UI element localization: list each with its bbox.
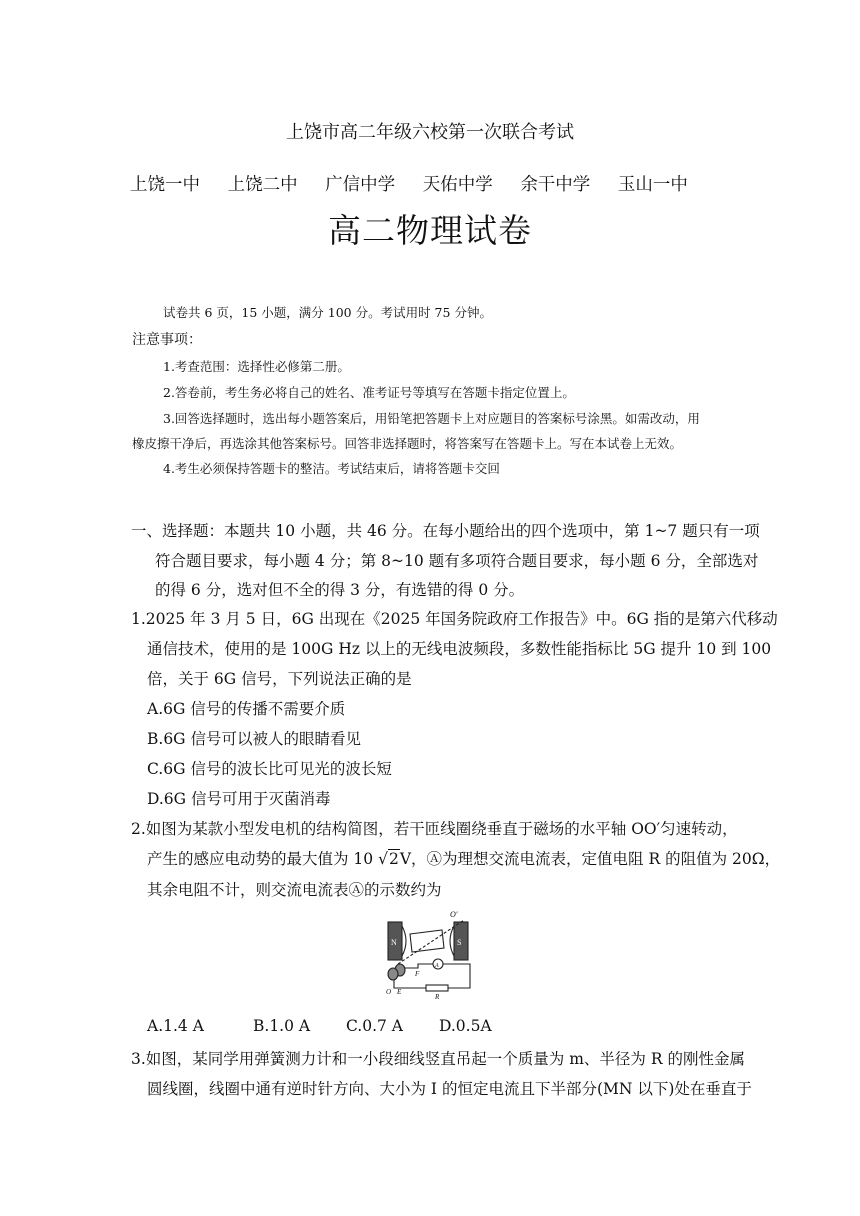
notice-item: 1.考查范围：选择性必修第二册。 — [163, 359, 350, 374]
notice-heading: 注意事项： — [132, 332, 202, 348]
label-s: S — [457, 938, 462, 947]
question-text: 3.如图，某同学用弹簧测力计和一小段细线竖直吊起一个质量为 m、半径为 R 的刚性金属 — [131, 1050, 745, 1068]
label-e: E — [397, 988, 402, 996]
school-name: 上饶二中 — [227, 175, 298, 195]
question-text: 1.2025 年 3 月 5 日，6G 出现在《2025 年国务院政府工作报告》中。6G 指的是第六代移动 — [131, 610, 778, 628]
option-a: A.1.4 A — [147, 1017, 204, 1035]
label-r: R — [435, 993, 440, 1000]
question-text: 圆线圈，线圈中通有逆时针方向、大小为 I 的恒定电流且下半部分(MN 以下)处在垂直于 — [147, 1080, 752, 1098]
section-instructions: 符合题目要求，每小题 4 分；第 8~10 题有多项符合题目要求，每小题 6 分，全部选对 — [155, 552, 759, 570]
coil — [410, 930, 444, 952]
option-a: A.6G 信号的传播不需要介质 — [147, 700, 346, 718]
label-n: N — [391, 938, 397, 947]
option-d: D.6G 信号可用于灭菌消毒 — [147, 790, 331, 808]
resistor-symbol — [426, 985, 448, 991]
school-name: 玉山一中 — [617, 175, 688, 195]
school-name: 广信中学 — [325, 175, 396, 195]
question-text: 通信技术，使用的是 100G Hz 以上的无线电波频段，多数性能指标比 5G 提升 10 到 100 — [147, 640, 772, 658]
square-root: √2 — [378, 850, 399, 868]
section-instructions: 一、选择题：本题共 10 小题，共 46 分。在每小题给出的四个选项中，第 1~7 题只有一项 — [131, 522, 760, 540]
option-d: D.0.5A — [439, 1017, 492, 1035]
generator-diagram — [380, 908, 488, 1000]
label-f: F — [415, 970, 420, 978]
label-o: O — [386, 988, 392, 996]
notice-item: 2.答卷前，考生务必将自己的姓名、准考证号等填写在答题卡指定位置上。 — [163, 385, 575, 400]
question-text: 2.如图为某款小型发电机的结构简图，若干匝线圈绕垂直于磁场的水平轴 OO′匀速转动， — [131, 820, 738, 838]
label-ammeter: A — [435, 963, 439, 969]
label-o-prime: O′ — [450, 910, 458, 919]
pole-face-left — [402, 926, 406, 956]
option-b: B.1.0 A — [253, 1017, 311, 1035]
section-instructions: 的得 6 分，选对但不全的得 3 分，有选错的得 0 分。 — [155, 581, 525, 599]
notice-item: 橡皮擦干净后，再选涂其他答案标号。回答非选择题时，将答案写在答题卡上。写在本试卷上无效。 — [132, 436, 683, 451]
option-c: C.6G 信号的波长比可见光的波长短 — [147, 760, 392, 778]
option-b: B.6G 信号可以被人的眼睛看见 — [147, 730, 361, 748]
question-text-part: 产生的感应电动势的最大值为 10 — [147, 850, 379, 868]
school-list — [130, 171, 710, 196]
option-c: C.0.7 A — [346, 1017, 404, 1035]
exam-intro: 试卷共 6 页，15 小题，满分 100 分。考试用时 75 分钟。 — [163, 305, 492, 320]
question-text: 倍，关于 6G 信号，下列说法正确的是 — [147, 670, 412, 688]
paper-title: 高二物理试卷 — [328, 211, 532, 250]
notice-item: 4.考生必须保持答题卡的整洁。考试结束后，请将答题卡交回 — [163, 461, 500, 476]
exam-title: 上饶市高二年级六校第一次联合考试 — [286, 122, 574, 143]
school-name: 上饶一中 — [130, 175, 200, 195]
radicand: 2 — [388, 850, 399, 868]
pole-face-right — [450, 926, 454, 956]
question-text-part: V，Ⓐ为理想交流电流表，定值电阻 R 的阻值为 20Ω， — [399, 850, 781, 868]
slip-ring — [388, 968, 398, 980]
question-text: 其余电阻不计，则交流电流表Ⓐ的示数约为 — [147, 881, 442, 899]
school-name: 天佑中学 — [422, 175, 493, 195]
circuit-wire — [394, 964, 470, 988]
school-name: 余干中学 — [520, 175, 591, 195]
notice-item: 3.回答选择题时，选出每小题答案后，用铅笔把答题卡上对应题目的答案标号涂黑。如需改动，用 — [163, 411, 700, 426]
question-text — [147, 847, 780, 869]
